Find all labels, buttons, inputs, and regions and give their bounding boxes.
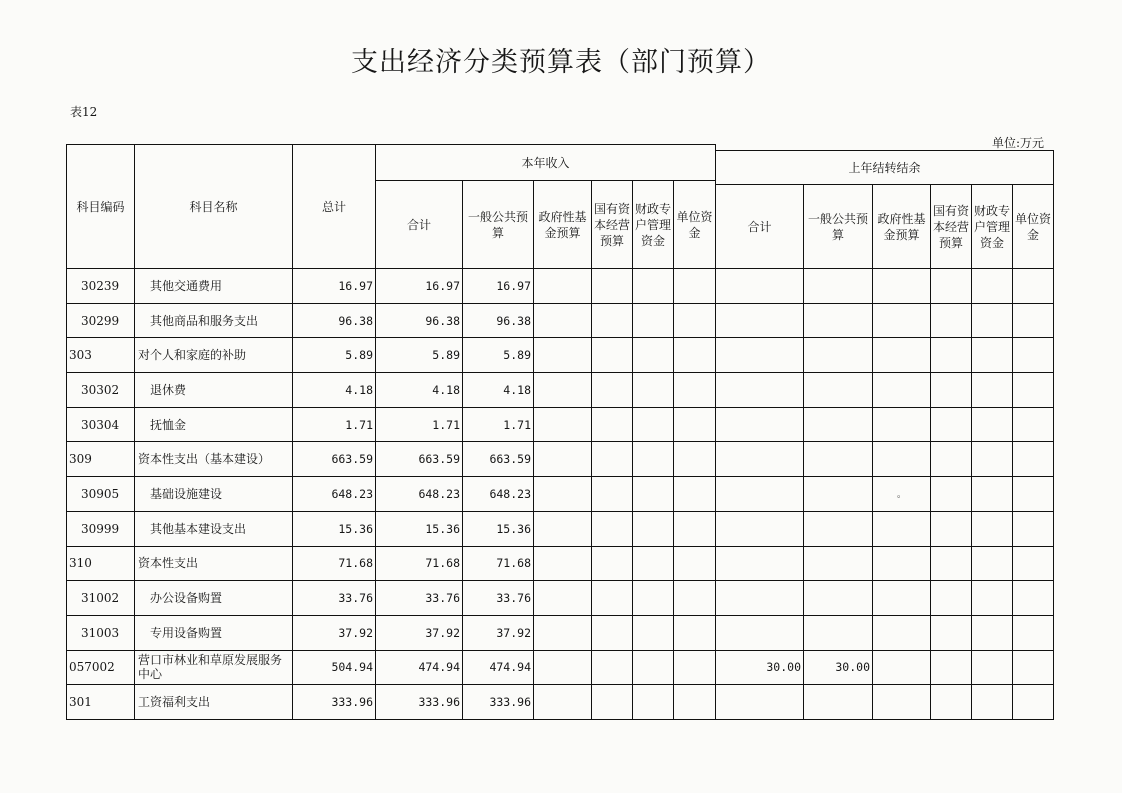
header-prev-sum: 合计 (716, 185, 804, 269)
row-prev-state-capital (931, 442, 972, 477)
row-gov-fund (534, 511, 592, 546)
row-prev-general-public (804, 442, 873, 477)
row-prev-general-public (804, 477, 873, 512)
header-name: 科目名称 (135, 145, 293, 269)
row-state-capital (592, 477, 633, 512)
row-prev-state-capital (931, 581, 972, 616)
row-prev-fiscal-special (972, 338, 1013, 373)
row-total: 1.71 (293, 407, 376, 442)
row-prev-sum (716, 338, 804, 373)
row-gov-fund (534, 407, 592, 442)
prior-year-carryover-table (715, 150, 1054, 720)
row-total: 663.59 (293, 442, 376, 477)
row-prev-general-public (804, 338, 873, 373)
row-prev-sum (716, 581, 804, 616)
header-gov-fund: 政府性基金预算 (534, 181, 592, 269)
row-general-public: 4.18 (463, 373, 534, 408)
row-prev-state-capital (931, 338, 972, 373)
row-code: 30239 (67, 269, 135, 304)
row-prev-fiscal-special (972, 685, 1013, 720)
row-prev-fiscal-special (972, 407, 1013, 442)
row-prev-sum (716, 269, 804, 304)
table-row (67, 511, 716, 546)
row-sum: 33.76 (376, 581, 463, 616)
row-gov-fund (534, 442, 592, 477)
row-total: 71.68 (293, 546, 376, 581)
row-unit-funds (674, 477, 716, 512)
row-name: 抚恤金 (135, 407, 293, 442)
row-unit-funds (674, 373, 716, 408)
row-state-capital (592, 685, 633, 720)
row-prev-state-capital (931, 477, 972, 512)
row-total: 333.96 (293, 685, 376, 720)
row-general-public: 37.92 (463, 615, 534, 650)
row-prev-state-capital (931, 407, 972, 442)
row-total: 648.23 (293, 477, 376, 512)
row-unit-funds (674, 442, 716, 477)
row-state-capital (592, 269, 633, 304)
table-row (67, 442, 716, 477)
page-title: 支出经济分类预算表（部门预算） (351, 47, 771, 78)
row-prev-state-capital (931, 373, 972, 408)
row-sum: 37.92 (376, 615, 463, 650)
row-name: 对个人和家庭的补助 (135, 338, 293, 373)
row-unit-funds (674, 685, 716, 720)
row-prev-unit-funds (1013, 407, 1054, 442)
row-sum: 333.96 (376, 685, 463, 720)
row-prev-sum (716, 442, 804, 477)
row-name: 其他基本建设支出 (135, 511, 293, 546)
row-prev-unit-funds (1013, 477, 1054, 512)
row-name: 其他交通费用 (135, 269, 293, 304)
row-prev-fiscal-special (972, 581, 1013, 616)
table-row (67, 373, 716, 408)
row-fiscal-special (633, 442, 674, 477)
header-unit-funds: 单位资金 (674, 181, 716, 269)
row-prev-sum (716, 685, 804, 720)
row-prev-gov-fund (873, 269, 931, 304)
header-total: 总计 (293, 145, 376, 269)
row-name: 办公设备购置 (135, 581, 293, 616)
row-gov-fund (534, 303, 592, 338)
row-fiscal-special (633, 269, 674, 304)
row-prev-gov-fund (873, 511, 931, 546)
header-current-year-income: 本年收入 (376, 145, 716, 181)
row-prev-fiscal-special (972, 615, 1013, 650)
row-state-capital (592, 407, 633, 442)
row-total: 4.18 (293, 373, 376, 408)
row-general-public: 648.23 (463, 477, 534, 512)
row-prev-fiscal-special (972, 442, 1013, 477)
row-sum: 15.36 (376, 511, 463, 546)
table-row (716, 546, 1054, 581)
row-gov-fund (534, 685, 592, 720)
row-general-public: 5.89 (463, 338, 534, 373)
row-code: 057002 (67, 650, 135, 685)
header-general-public: 一般公共预算 (463, 181, 534, 269)
row-prev-unit-funds (1013, 615, 1054, 650)
row-code: 30299 (67, 303, 135, 338)
row-prev-gov-fund (873, 546, 931, 581)
row-prev-sum (716, 303, 804, 338)
row-code: 31003 (67, 615, 135, 650)
table-row (67, 546, 716, 581)
row-unit-funds (674, 546, 716, 581)
row-prev-gov-fund (873, 303, 931, 338)
table-row (716, 581, 1054, 616)
row-prev-unit-funds (1013, 511, 1054, 546)
table-row (67, 477, 716, 512)
row-prev-general-public (804, 546, 873, 581)
row-general-public: 1.71 (463, 407, 534, 442)
row-prev-general-public (804, 581, 873, 616)
row-state-capital (592, 546, 633, 581)
row-unit-funds (674, 650, 716, 685)
row-fiscal-special (633, 303, 674, 338)
row-sum: 474.94 (376, 650, 463, 685)
row-gov-fund (534, 269, 592, 304)
row-prev-fiscal-special (972, 546, 1013, 581)
row-gov-fund (534, 546, 592, 581)
row-state-capital (592, 373, 633, 408)
table-row (716, 442, 1054, 477)
row-total: 504.94 (293, 650, 376, 685)
row-prev-unit-funds (1013, 338, 1054, 373)
table-row (67, 407, 716, 442)
row-prev-fiscal-special (972, 303, 1013, 338)
row-unit-funds (674, 269, 716, 304)
row-prev-gov-fund: 。 (873, 477, 931, 512)
row-prev-unit-funds (1013, 442, 1054, 477)
header-prev-gov-fund: 政府性基金预算 (873, 185, 931, 269)
header-prev-state-capital: 国有资本经营预算 (931, 185, 972, 269)
row-unit-funds (674, 338, 716, 373)
row-general-public: 663.59 (463, 442, 534, 477)
row-general-public: 33.76 (463, 581, 534, 616)
row-prev-state-capital (931, 650, 972, 685)
header-sum: 合计 (376, 181, 463, 269)
row-fiscal-special (633, 581, 674, 616)
row-total: 15.36 (293, 511, 376, 546)
row-fiscal-special (633, 615, 674, 650)
row-code: 30905 (67, 477, 135, 512)
row-code: 31002 (67, 581, 135, 616)
row-prev-state-capital (931, 269, 972, 304)
unit-label: 单位:万元 (992, 136, 1045, 150)
row-state-capital (592, 338, 633, 373)
table-row (67, 581, 716, 616)
row-prev-state-capital (931, 546, 972, 581)
row-fiscal-special (633, 338, 674, 373)
row-name: 资本性支出 (135, 546, 293, 581)
row-sum: 1.71 (376, 407, 463, 442)
table-number: 表12 (70, 105, 98, 119)
row-prev-unit-funds (1013, 650, 1054, 685)
row-prev-sum (716, 546, 804, 581)
table-row (716, 615, 1054, 650)
header-prior-year-carryover: 上年结转结余 (716, 151, 1054, 185)
row-code: 301 (67, 685, 135, 720)
row-state-capital (592, 650, 633, 685)
row-state-capital (592, 511, 633, 546)
row-prev-unit-funds (1013, 269, 1054, 304)
header-prev-unit-funds: 单位资金 (1013, 185, 1054, 269)
row-gov-fund (534, 581, 592, 616)
row-prev-sum (716, 373, 804, 408)
row-prev-unit-funds (1013, 685, 1054, 720)
row-code: 30302 (67, 373, 135, 408)
row-sum: 16.97 (376, 269, 463, 304)
row-gov-fund (534, 477, 592, 512)
row-fiscal-special (633, 685, 674, 720)
header-fiscal-special: 财政专户管理资金 (633, 181, 674, 269)
row-gov-fund (534, 373, 592, 408)
row-total: 96.38 (293, 303, 376, 338)
header-state-capital: 国有资本经营预算 (592, 181, 633, 269)
table-row (716, 269, 1054, 304)
row-fiscal-special (633, 373, 674, 408)
row-prev-fiscal-special (972, 650, 1013, 685)
row-name: 营口市林业和草原发展服务中心 (135, 650, 293, 685)
row-prev-unit-funds (1013, 581, 1054, 616)
table-row (716, 477, 1054, 512)
row-general-public: 333.96 (463, 685, 534, 720)
row-general-public: 15.36 (463, 511, 534, 546)
table-row (716, 373, 1054, 408)
row-general-public: 474.94 (463, 650, 534, 685)
row-name: 其他商品和服务支出 (135, 303, 293, 338)
table-row (716, 407, 1054, 442)
row-total: 33.76 (293, 581, 376, 616)
row-prev-fiscal-special (972, 373, 1013, 408)
row-general-public: 71.68 (463, 546, 534, 581)
table-row (716, 650, 1054, 685)
row-prev-general-public (804, 511, 873, 546)
row-fiscal-special (633, 511, 674, 546)
row-prev-gov-fund (873, 581, 931, 616)
header-prev-fiscal-special: 财政专户管理资金 (972, 185, 1013, 269)
row-sum: 71.68 (376, 546, 463, 581)
current-year-income-table (66, 144, 716, 720)
row-fiscal-special (633, 407, 674, 442)
row-prev-unit-funds (1013, 303, 1054, 338)
row-prev-gov-fund (873, 442, 931, 477)
row-general-public: 96.38 (463, 303, 534, 338)
row-general-public: 16.97 (463, 269, 534, 304)
row-sum: 648.23 (376, 477, 463, 512)
row-prev-gov-fund (873, 373, 931, 408)
row-prev-sum (716, 615, 804, 650)
row-sum: 663.59 (376, 442, 463, 477)
row-unit-funds (674, 615, 716, 650)
row-code: 303 (67, 338, 135, 373)
row-state-capital (592, 581, 633, 616)
row-prev-sum (716, 407, 804, 442)
row-prev-unit-funds (1013, 546, 1054, 581)
row-prev-fiscal-special (972, 477, 1013, 512)
table-row (716, 511, 1054, 546)
row-fiscal-special (633, 546, 674, 581)
row-prev-general-public: 30.00 (804, 650, 873, 685)
row-gov-fund (534, 615, 592, 650)
row-gov-fund (534, 338, 592, 373)
row-prev-gov-fund (873, 338, 931, 373)
table-row (716, 303, 1054, 338)
row-fiscal-special (633, 650, 674, 685)
row-prev-general-public (804, 615, 873, 650)
row-total: 5.89 (293, 338, 376, 373)
row-unit-funds (674, 581, 716, 616)
row-prev-sum (716, 477, 804, 512)
row-sum: 5.89 (376, 338, 463, 373)
row-prev-general-public (804, 685, 873, 720)
table-row (67, 269, 716, 304)
row-unit-funds (674, 511, 716, 546)
row-code: 30304 (67, 407, 135, 442)
row-state-capital (592, 442, 633, 477)
row-prev-state-capital (931, 511, 972, 546)
row-prev-fiscal-special (972, 269, 1013, 304)
row-prev-state-capital (931, 685, 972, 720)
row-gov-fund (534, 650, 592, 685)
row-prev-general-public (804, 269, 873, 304)
row-total: 16.97 (293, 269, 376, 304)
row-prev-gov-fund (873, 685, 931, 720)
row-prev-gov-fund (873, 407, 931, 442)
row-name: 工资福利支出 (135, 685, 293, 720)
row-total: 37.92 (293, 615, 376, 650)
row-prev-sum (716, 511, 804, 546)
row-sum: 4.18 (376, 373, 463, 408)
row-prev-state-capital (931, 615, 972, 650)
row-prev-general-public (804, 303, 873, 338)
row-name: 专用设备购置 (135, 615, 293, 650)
row-prev-general-public (804, 407, 873, 442)
row-prev-general-public (804, 373, 873, 408)
header-prev-general-public: 一般公共预算 (804, 185, 873, 269)
row-sum: 96.38 (376, 303, 463, 338)
row-prev-gov-fund (873, 615, 931, 650)
row-code: 310 (67, 546, 135, 581)
row-unit-funds (674, 303, 716, 338)
table-row (67, 685, 716, 720)
row-unit-funds (674, 407, 716, 442)
row-fiscal-special (633, 477, 674, 512)
row-name: 退休费 (135, 373, 293, 408)
table-row (67, 338, 716, 373)
table-row (67, 650, 716, 685)
table-row (716, 338, 1054, 373)
row-prev-gov-fund (873, 650, 931, 685)
row-name: 资本性支出（基本建设） (135, 442, 293, 477)
header-code: 科目编码 (67, 145, 135, 269)
row-prev-fiscal-special (972, 511, 1013, 546)
row-state-capital (592, 615, 633, 650)
table-row (67, 615, 716, 650)
row-code: 309 (67, 442, 135, 477)
row-state-capital (592, 303, 633, 338)
row-prev-sum: 30.00 (716, 650, 804, 685)
row-code: 30999 (67, 511, 135, 546)
row-prev-unit-funds (1013, 373, 1054, 408)
table-row (716, 685, 1054, 720)
table-row (67, 303, 716, 338)
row-prev-state-capital (931, 303, 972, 338)
row-name: 基础设施建设 (135, 477, 293, 512)
